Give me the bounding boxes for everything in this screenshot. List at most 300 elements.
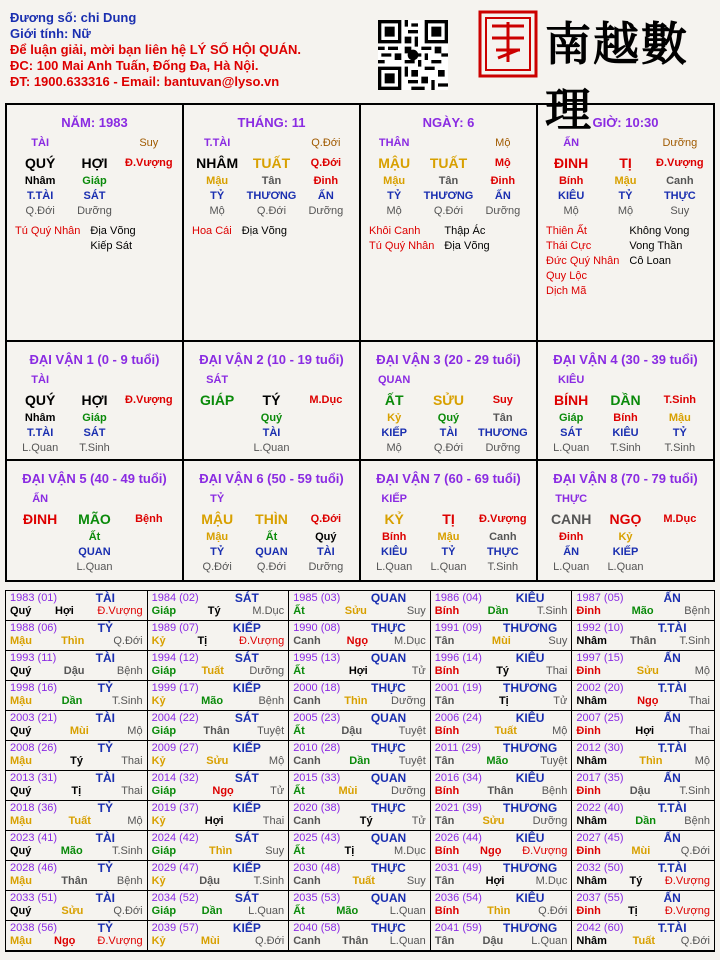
pillar-value: SÁT [206,374,229,386]
year-label: 2033 (51) [10,892,58,904]
year-value: Canh [293,935,321,947]
pillar-value: M.Dục [663,513,697,525]
year-value: Tuất [352,875,375,887]
star-name: Thiên Ất [546,225,587,237]
year-value: Quý [10,665,32,677]
year-label: 2003 (21) [10,712,58,724]
pillar-line [7,390,182,410]
pillar-value: Q.Đới [202,560,232,573]
year-value: Thai [688,725,710,737]
year-star: THƯƠNG [503,801,558,815]
pillar-title: ĐẠI VẬN 5 (40 - 49 tuổi) [22,471,167,486]
pillar-line [184,188,359,203]
pillar-value: ẤN [563,545,580,558]
year-value: Dần [349,755,371,767]
pillar-line [361,188,536,203]
year-star: TỶ [97,621,113,635]
pillar-value: MẬU [201,511,234,527]
year-label: 2024 (42) [151,832,199,844]
pillar-value: T.Sinh [610,441,641,454]
year-value: Kỷ [151,935,166,947]
year-star: KIẾP [232,861,261,875]
pillar-value: QUÝ [24,155,56,171]
pillar-line [184,203,359,218]
year-star: KIÊU [515,711,545,725]
pillar-value: CANH [550,511,592,527]
year-star: THỰC [371,861,406,875]
pillar-value: THÌN [255,511,288,527]
pillar-line [538,173,713,188]
year-star: TỶ [97,801,113,815]
pillar-value: KIÊU [558,189,585,202]
pillar-line [7,203,182,218]
pillar-title: ĐẠI VẬN 2 (10 - 19 tuổi) [199,352,344,367]
year-cell [148,741,290,771]
stars-list [184,218,359,239]
year-value: Tý [496,665,510,677]
year-value: Tuất [201,665,224,677]
year-cell [6,621,148,651]
year-value: M.Dục [394,635,426,647]
year-value: T.Sinh [679,785,710,797]
pillar-value: Đ.Vượng [656,157,704,169]
year-value: Mậu [10,815,32,827]
year-cell [289,651,431,681]
pillar-value: ĐINH [554,155,589,171]
pillar-title: ĐẠI VẬN 3 (20 - 29 tuổi) [376,352,521,367]
year-value: Tân [434,695,455,707]
year-star: THƯƠNG [503,621,558,635]
pillar-value: SÁT [83,189,106,202]
year-value: Đ.Vượng [97,935,143,947]
pillar-cell [184,105,361,342]
year-cell [148,621,290,651]
year-value: Suy [406,875,426,887]
year-value: Dậu [199,875,221,887]
year-value: Tuất [68,815,91,827]
year-value: T.Sinh [253,875,285,887]
year-label: 2017 (35) [576,772,624,784]
pillar-value: Đ.Vượng [125,394,173,406]
pillar-line [7,529,182,544]
year-value: Thân [61,875,88,887]
year-cell [572,681,714,711]
year-value: Bệnh [258,695,285,707]
year-star: KIẾP [232,621,261,635]
year-cell [431,651,573,681]
pillar-value: Đinh [558,530,584,543]
year-value: T.Sinh [536,605,568,617]
pillar-line [7,370,182,390]
year-value: Sửu [482,815,505,827]
year-value: Thai [688,695,710,707]
pillar-value: Quý [437,411,460,424]
year-star: KIÊU [515,591,545,605]
pillar-value: THƯƠNG [246,189,297,202]
year-star: TÀI [95,831,115,845]
pillar-cell [7,105,184,342]
pillar-title: THÁNG: 11 [237,115,306,130]
pillar-line [538,370,713,390]
pillar-value: Bính [558,174,584,187]
pillar-value: ẤN [317,189,334,202]
pillar-line [538,509,713,529]
year-value: Suy [548,635,568,647]
pillar-value: TỶ [210,545,225,558]
pillar-line [7,173,182,188]
pillar-value: Dưỡng [308,204,344,217]
pillar-value: Dưỡng [662,137,698,149]
star-name: Địa Võng [241,225,288,237]
year-value: Tý [359,815,373,827]
star-name: Vong Thần [629,240,683,252]
pillar-value: Mậu [206,174,229,187]
year-value: Giáp [151,845,177,857]
year-value: Bệnh [684,815,710,827]
star-name: Hoa Cái [192,225,232,237]
year-cell [572,711,714,741]
year-value: Kỷ [151,695,166,707]
pillar-value: BÍNH [554,392,589,408]
year-cell [289,771,431,801]
year-star: ẤN [663,891,681,905]
year-value: Q.Đới [538,905,568,917]
year-cell [431,621,573,651]
year-label: 2000 (18) [293,682,341,694]
year-value: Nhâm [576,635,607,647]
pillar-value: THỰC [555,493,588,505]
owner-label: Đương số: [10,10,81,25]
pillar-value: NHÂM [196,155,239,171]
year-value: Giáp [151,725,177,737]
year-star: QUAN [370,891,407,905]
pillar-value: Giáp [558,411,584,424]
year-cell [289,591,431,621]
year-value: Q.Đới [113,905,143,917]
pillar-value: Ất [265,530,278,543]
pillar-value: Q.Đới [25,204,55,217]
pillar-line [361,529,536,544]
year-label: 2035 (53) [293,892,341,904]
pillar-value: L.Quan [553,441,590,454]
pillar-line [361,203,536,218]
stars-list [361,218,536,254]
year-star: THỰC [371,681,406,695]
pillar-line [361,133,536,153]
pillar-value: KỶ [384,511,404,527]
pillar-line [538,425,713,440]
year-star: ẤN [663,591,681,605]
pillar-value: Dưỡng [308,560,344,573]
pillar-value: QUÝ [24,392,56,408]
year-value: Mùi [69,725,89,737]
qr-code-icon [378,20,448,90]
year-value: Nhâm [576,935,607,947]
year-star: SÁT [234,711,259,725]
pillar-value: L.Quan [76,560,113,573]
year-label: 2020 (38) [293,802,341,814]
pillar-value: KIÊU [381,545,408,558]
year-cell [572,891,714,921]
year-star: KIÊU [515,771,545,785]
pillar-value: ĐINH [23,511,58,527]
year-label: 2001 (19) [434,682,482,694]
pillar-value: Mậu [206,530,229,543]
year-star: T.TÀI [657,621,687,635]
year-value: Hợi [485,875,505,887]
pillar-value: Giáp [82,411,107,424]
pillar-value: Dưỡng [485,441,521,454]
pillar-line [538,544,713,559]
year-label: 2026 (44) [434,832,482,844]
year-value: L.Quan [389,935,426,947]
year-label: 2042 (60) [576,922,624,934]
year-star: T.TÀI [657,921,687,935]
year-label: 1986 (04) [434,592,482,604]
pillar-value: L.Quan [607,560,644,573]
pillar-line [184,440,359,455]
year-value: Đ.Vượng [97,605,143,617]
year-value: Mão [336,905,359,917]
pillar-value: KIÊU [558,374,585,386]
year-value: Dưỡng [391,695,426,707]
year-label: 1987 (05) [576,592,624,604]
star-name: Khôi Canh [369,225,421,237]
year-value: Mão [60,845,83,857]
year-value: Bệnh [684,605,710,617]
year-cell [289,711,431,741]
pillar-line [361,425,536,440]
year-cell [572,831,714,861]
year-value: Mộ [694,665,710,677]
year-value: Tử [411,665,426,677]
pillar-value: SÁT [560,426,583,439]
year-star: KIẾP [232,681,261,695]
year-value: Đinh [576,845,601,857]
pillar-line [361,173,536,188]
year-star: SÁT [234,891,259,905]
header-info [10,10,301,90]
year-value: M.Dục [252,605,285,617]
year-value: Ất [293,725,305,737]
year-label: 2027 (45) [576,832,624,844]
year-value: Đinh [576,785,601,797]
pillar-value: HỢI [81,392,108,408]
pillar-cell [538,461,713,580]
pillar-value: Canh [489,530,517,543]
pillar-value: Suy [670,204,690,217]
gender-value: Nữ [71,26,91,41]
year-star: T.TÀI [657,861,687,875]
year-cell [431,771,573,801]
year-value: Quý [10,605,32,617]
pillar-value: Tân [261,174,282,187]
address-line: ĐC: 100 Mai Anh Tuấn, Đống Đa, Hà Nội. [10,58,259,73]
year-label: 2005 (23) [293,712,341,724]
year-label: 1985 (03) [293,592,341,604]
year-cell [148,651,290,681]
year-cell [431,711,573,741]
star-name: Tú Quý Nhân [369,240,435,252]
stars-list [7,218,182,254]
year-cell [572,651,714,681]
pillar-value: T.Sinh [663,394,697,406]
year-label: 2031 (49) [434,862,482,874]
pillar-value: Mộ [494,157,511,169]
year-value: Thai [121,755,143,767]
year-star: ẤN [663,711,681,725]
pillar-value: Quý [260,411,283,424]
year-value: Sửu [61,905,84,917]
pillar-line [361,370,536,390]
year-label: 1999 (17) [151,682,199,694]
year-cell [431,861,573,891]
year-cell [572,771,714,801]
pillar-value: QUAN [255,545,288,558]
year-value: Kỷ [151,875,166,887]
pillar-line [7,153,182,173]
year-label: 2036 (54) [434,892,482,904]
year-cell [148,711,290,741]
year-value: Giáp [151,665,177,677]
year-value: Kỷ [151,815,166,827]
year-star: SÁT [234,651,259,665]
year-cell [6,771,148,801]
pillar-value: Q.Đới [256,560,287,573]
year-cell [431,591,573,621]
pillar-cell [184,342,361,461]
year-value: Tử [411,815,426,827]
year-value: Ngọ [637,695,659,707]
year-value: Tân [434,755,455,767]
year-value: Ngọ [54,935,76,947]
year-value: M.Dục [535,875,568,887]
year-value: T.Sinh [679,635,710,647]
contact-line: Để luận giải, mời bạn liên hệ LÝ SỐ HỘI QUÁN. [10,42,301,57]
year-value: Đ.Vượng [239,635,285,647]
pillar-line [538,440,713,455]
pillar-line [7,489,182,509]
year-value: Thân [630,635,657,647]
pillar-line [361,509,536,529]
year-label: 2006 (24) [434,712,482,724]
year-value: Ất [293,845,305,857]
year-label: 2030 (48) [293,862,341,874]
year-star: TÀI [95,771,115,785]
pillar-value: Kỷ [387,411,402,424]
pillar-title: ĐẠI VẬN 4 (30 - 39 tuổi) [553,352,698,367]
year-star: SÁT [234,771,259,785]
year-cell [572,801,714,831]
pillar-value: THƯƠNG [477,426,528,439]
pillar-line [538,153,713,173]
year-label: 1983 (01) [10,592,58,604]
year-label: 2008 (26) [10,742,58,754]
year-label: 2012 (30) [576,742,624,754]
year-label: 2014 (32) [151,772,199,784]
year-label: 2034 (52) [151,892,199,904]
pillar-line [361,153,536,173]
star-name: Không Vong [629,225,690,237]
year-value: Mão [201,695,224,707]
year-value: Ất [293,905,305,917]
pillar-line [184,390,359,410]
year-cell [431,741,573,771]
year-value: Thai [545,665,568,677]
pillar-value: TÀI [31,137,50,149]
pillar-value: T.TÀI [204,137,231,149]
year-value: Tân [434,815,455,827]
year-value: Sửu [206,755,229,767]
year-value: Mậu [10,875,32,887]
pillar-line [184,173,359,188]
pillar-line [361,559,536,574]
year-value: Giáp [151,905,177,917]
year-cell [572,741,714,771]
year-cell [6,651,148,681]
pillar-value: Mậu [437,530,460,543]
year-cell [6,921,148,951]
pillar-line [361,489,536,509]
year-value: Kỷ [151,755,166,767]
pillar-value: THỰC [663,189,696,202]
year-value: Tuyệt [257,725,285,737]
year-star: TÀI [95,591,115,605]
year-cell [6,681,148,711]
year-cell [148,921,290,951]
pillar-value: T.Sinh [79,441,110,454]
pillar-line [184,489,359,509]
year-star: QUAN [370,771,407,785]
pillar-cell [538,342,713,461]
pillar-value: L.Quan [376,560,413,573]
year-value: Mùi [491,635,511,647]
year-label: 2009 (27) [151,742,199,754]
year-star: KIÊU [515,651,545,665]
year-value: Tuất [494,725,517,737]
pillar-value: TUẤT [429,155,468,171]
year-label: 1996 (14) [434,652,482,664]
year-label: 2004 (22) [151,712,199,724]
year-value: Dậu [629,785,651,797]
pillar-value: TỶ [210,493,225,505]
pillar-value: Mậu [383,174,406,187]
pillar-value: Bính [381,530,407,543]
star-name: Đức Quý Nhân [546,255,620,267]
year-star: THƯƠNG [503,681,558,695]
year-value: L.Quan [531,935,568,947]
year-label: 2007 (25) [576,712,624,724]
year-value: Ngọ [212,785,234,797]
year-label: 1989 (07) [151,622,199,634]
pillar-line [7,559,182,574]
pillar-value: Suy [492,394,513,406]
pillar-value: TỶ [210,189,225,202]
pillar-value: Q.Đới [256,204,287,217]
pillar-line [538,203,713,218]
year-value: Dưỡng [532,815,568,827]
pillar-cell [538,105,713,342]
year-cell [289,891,431,921]
year-value: Q.Đới [254,935,285,947]
year-value: Mậu [10,935,32,947]
pillar-value: Tân [438,174,459,187]
pillar-line [184,559,359,574]
year-value: Tý [207,605,221,617]
year-label: 2002 (20) [576,682,624,694]
owner-name: chi Dung [80,10,137,25]
pillar-value: Nhâm [24,411,56,424]
